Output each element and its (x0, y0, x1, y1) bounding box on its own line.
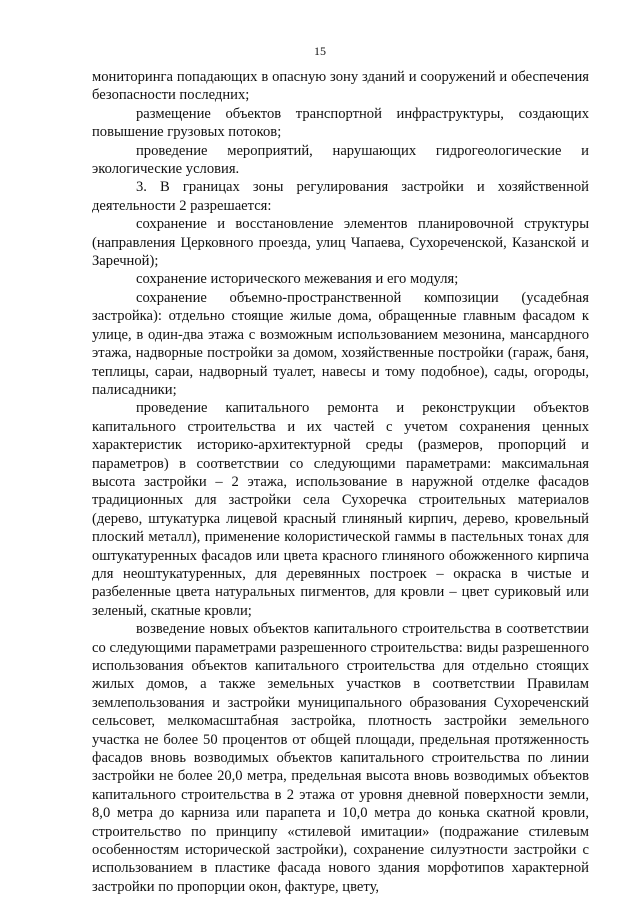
paragraph-capital-repair: проведение капитального ремонта и реконструкции объектов капитального строительства и их частей с учетом сохранения ценных характеристик историко-архитектурной среды (размеров, пропорций и параметров) в соответствии со следующими параметрами: максимальная высота застройки – 2 этажа, использование в наружной отделке фасадов традиционных для застройки села Сухоречка строительных материалов (дерево, штукатурка лицевой красный глиняный кирпич, дерево, кровельный плоский металл), применение колористической гаммы в пастельных тонах для оштукатуренных фасадов или цвета красного глиняного обожженного кирпича для неоштукатуренных, для деревянных построек – окраска в чистые и разбеленные цвета натуральных пигментов, для кровли – цвет суриковый или зеленый, скатные кровли; (92, 400, 589, 619)
paragraph-continuation: мониторинга попадающих в опасную зону зданий и сооружений и обеспечения безопасности последних; (92, 69, 589, 104)
paragraph-zone-2-allowed: 3. В границах зоны регулирования застройки и хозяйственной деятельности 2 разрешается: (92, 179, 589, 214)
paragraph-planning-structure: сохранение и восстановление элементов планировочной структуры (направления Церковного проезда, улиц Чапаева, Сухореченской, Казанской и Заречной); (92, 216, 589, 270)
paragraph-hydrogeological: проведение мероприятий, нарушающих гидрогеологические и экологические условия. (92, 142, 589, 178)
paragraph-historic-boundaries: сохранение исторического межевания и его модуля; (136, 271, 459, 288)
paragraph-new-construction: возведение новых объектов капитального строительства в соответствии со следующими параметрами разрешенного строительства: виды разрешенного использования объектов капитального строительства для отдельно стоящих жилых домов, а также земельных участков в соответствии Правилам землепользования и застройки муниципального образования Сухореченский сельсовет, мелкомасштабная застройка, плотность застройки земельного участка не более 50 процентов от общей площади, предельная протяженность фасадов вновь возводимых объектов капитального строительства по линии застройки не более 20,0 метра, предельная высота вновь возводимых объектов капитального строительства в 2 этажа от уровня дневной поверхности земли, 8,0 метра до карниза или парапета и 10,0 метра до конька скатной кровли, строительство по принципу «стилевой имитации» (подражание стилевым особенностям исторической застройки), сохранение силуэтности застройки с использованием в пластике фасада нового здания морфотипов характерной застройки по пропорции окон, фактуре, цвету, (92, 621, 589, 895)
paragraph-spatial-composition: сохранение объемно-пространственной композиции (усадебная застройка): отдельно стоящие жилые дома, обращенные главным фасадом к улице, в один-два этажа с возможным использованием мезонина, мансардного этажа, надворные постройки за домом, хозяйственные постройки (гараж, баня, теплицы, сараи, надворный туалет, навесы и тому подобное), сады, огороды, палисадники; (92, 289, 589, 398)
page-number: 15 (314, 44, 326, 58)
paragraph-transport-infrastructure: размещение объектов транспортной инфраструктуры, создающих повышение грузовых потоков; (92, 105, 589, 141)
document-body (92, 68, 589, 896)
